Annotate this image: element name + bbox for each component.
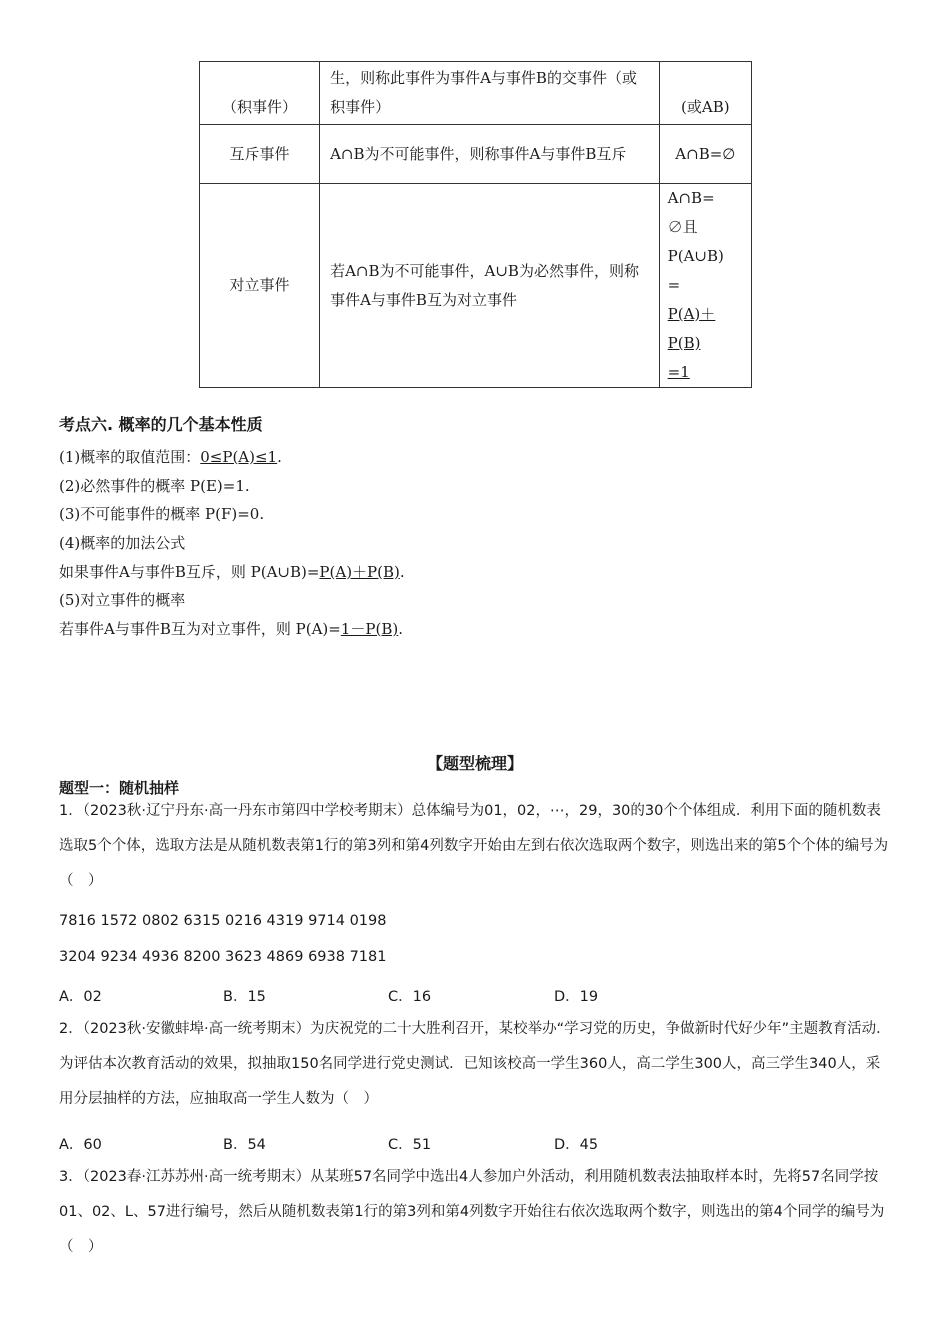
- table-row: [200, 62, 752, 125]
- text: .: [398, 620, 403, 638]
- table-cell: 若A∩B为不可能事件，A∪B为必然事件，则称事件A与事件B互为对立事件: [320, 184, 660, 388]
- cell-line: P(B): [667, 334, 701, 352]
- section-title: 考点六. 概率的几个基本性质: [59, 415, 263, 434]
- table-row: [200, 125, 752, 184]
- property-line: [59, 561, 405, 582]
- option-a: A．60: [59, 1137, 102, 1153]
- option-b: B．54: [223, 1137, 266, 1153]
- event-definition-table: [199, 61, 752, 388]
- table-cell: （积事件）: [200, 62, 320, 125]
- cell-line: P(A∪B): [667, 247, 724, 265]
- table-cell: A∩B=∅: [659, 125, 751, 184]
- cell-line: A∩B=: [667, 189, 715, 207]
- page-heading: 【题型梳理】: [426, 754, 523, 773]
- property-line: (4)概率的加法公式: [59, 534, 186, 552]
- property-line: (5)对立事件的概率: [59, 591, 186, 609]
- underlined-answer: 1－P(B): [340, 620, 399, 638]
- table-cell: A∩B为不可能事件，则称事件A与事件B互斥: [320, 125, 660, 184]
- underlined-answer: P(A)＋P(B): [319, 563, 400, 581]
- table-cell: 对立事件: [200, 184, 320, 388]
- text: (1)概率的取值范围：: [59, 448, 201, 466]
- property-line: (3)不可能事件的概率 P(F)=0.: [59, 505, 265, 523]
- cell-line: =1: [667, 363, 690, 381]
- option-a: A．02: [59, 989, 102, 1005]
- option-b: B．15: [223, 989, 266, 1005]
- table-cell: 生，则称此事件为事件A与事件B的交事件（或积事件）: [320, 62, 660, 125]
- table-row: [200, 184, 752, 388]
- option-c: C．16: [388, 989, 432, 1005]
- table-cell: (或AB): [659, 62, 751, 125]
- question-3: 3．（2023春·江苏苏州·高一统考期末）从某班57名同学中选出4人参加户外活动，利用随机数表法抽取样本时，先将57名同学按01、02、L、57进行编号，然后从随机数表第1行的第3列和第4列数字开始往右依次选取两个数字，则选出的第4个同学的编号为（ ）: [59, 1169, 885, 1255]
- table-cell: 互斥事件: [200, 125, 320, 184]
- table-cell: [659, 184, 751, 388]
- random-number-row: 7816 1572 0802 6315 0216 4319 9714 0198: [59, 913, 387, 929]
- cell-line: =: [667, 276, 681, 294]
- option-c: C．51: [388, 1137, 432, 1153]
- property-line: [59, 618, 403, 639]
- underlined-answer: 0≤P(A)≤1: [200, 448, 278, 466]
- random-number-row: 3204 9234 4936 8200 3623 4869 6938 7181: [59, 949, 387, 965]
- property-line: [59, 446, 282, 467]
- property-line: (2)必然事件的概率 P(E)=1.: [59, 477, 250, 495]
- question-2: 2．（2023秋·安徽蚌埠·高一统考期末）为庆祝党的二十大胜利召开，某校举办“学习党的历史，争做新时代好少年”主题教育活动．为评估本次教育活动的效果，拟抽取150名同学进行党史测试．已知该校高一学生360人，高二学生300人，高三学生340人，采用分层抽样的方法，应抽取高一学生人数为（ ）: [59, 1021, 891, 1107]
- text: .: [399, 563, 405, 581]
- type-title: 题型一：随机抽样: [59, 779, 180, 797]
- text: 如果事件A与事件B互斥，则 P(A∪B)=: [59, 563, 320, 581]
- option-d: D．45: [554, 1137, 599, 1153]
- option-d: D．19: [554, 989, 599, 1005]
- text: .: [277, 448, 282, 466]
- text: 若事件A与事件B互为对立事件，则 P(A)=: [59, 620, 341, 638]
- question-1: 1．（2023秋·辽宁丹东·高一丹东市第四中学校考期末）总体编号为01，02，⋯，29，30的30个个体组成．利用下面的随机数表选取5个个体，选取方法是从随机数表第1行的第3列和第4列数字开始由左到右依次选取两个数字，则选出来的第5个个体的编号为（ ）: [59, 803, 889, 889]
- cell-line: P(A)＋: [667, 305, 716, 323]
- cell-line: ∅且: [667, 218, 698, 236]
